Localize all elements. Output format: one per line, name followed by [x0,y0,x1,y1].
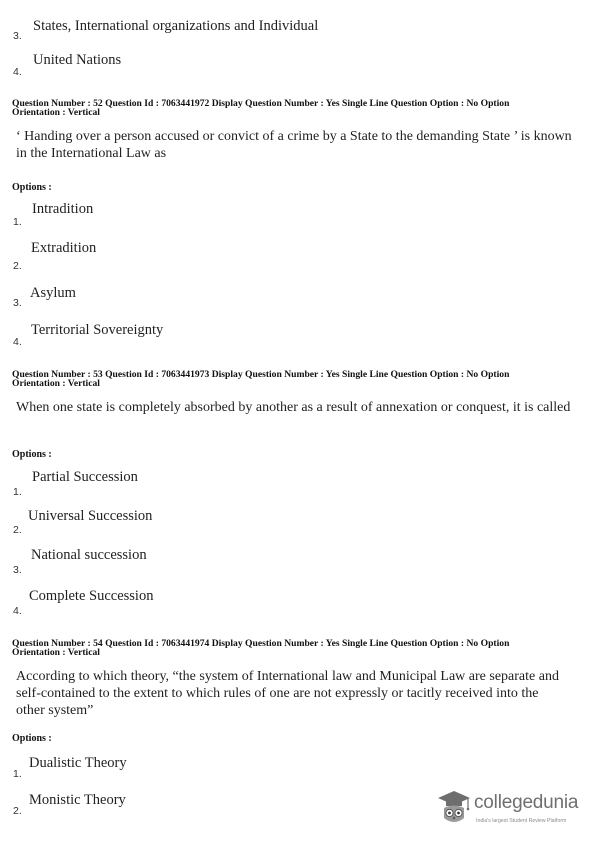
option-number: 2. [13,260,22,272]
question-meta-orientation: Orientation : Vertical [12,647,100,658]
option-number: 1. [13,768,22,780]
option-text: Extradition [31,240,97,256]
option-text: Partial Succession [32,469,138,485]
option-text: Dualistic Theory [29,755,127,771]
option-text: States, International organizations and Individual [33,18,319,34]
option-number: 2. [13,805,22,817]
option-number: 3. [13,30,22,42]
logo-brand-text: collegedunia [474,792,579,813]
question-text: According to which theory, “the system of International law and Municipal Law are separate and self-contained to the extent to which rules of one are not expressly or tacitly received into the other system” [16,669,559,718]
collegedunia-logo [436,788,586,830]
option-text: Asylum [30,285,76,301]
option-number: 1. [13,216,22,228]
option-text: Complete Succession [29,588,154,604]
options-label: Options : [12,733,52,744]
option-number: 3. [13,297,22,309]
option-text: Monistic Theory [29,792,126,808]
question-text: ‘ Handing over a person accused or convict of a crime by a State to the demanding State ’ is known in the International Law as [16,129,572,161]
question-meta: Question Number : 53 Question Id : 7063441973 Display Question Number : Yes Single Line Question Option : No Option [12,369,510,380]
option-number: 4. [13,66,22,78]
question-meta: Question Number : 52 Question Id : 7063441972 Display Question Number : Yes Single Line Question Option : No Option [12,98,510,109]
options-label: Options : [12,182,52,193]
option-number: 1. [13,486,22,498]
question-meta-orientation: Orientation : Vertical [12,107,100,118]
option-text: National succession [31,547,147,563]
option-text: Universal Succession [28,508,153,524]
option-number: 3. [13,564,22,576]
option-text: United Nations [33,52,122,68]
option-text: Territorial Sovereignty [31,322,164,338]
option-number: 4. [13,605,22,617]
option-text: Intradition [32,201,94,217]
logo-tagline: India's largest Student Review Platform [476,818,567,824]
option-number: 4. [13,336,22,348]
options-label: Options : [12,449,52,460]
option-number: 2. [13,524,22,536]
question-meta: Question Number : 54 Question Id : 7063441974 Display Question Number : Yes Single Line Question Option : No Option [12,638,510,649]
question-text: When one state is completely absorbed by another as a result of annexation or conquest, it is called [16,400,571,415]
graduation-cap-owl-icon [436,788,472,828]
question-meta-orientation: Orientation : Vertical [12,378,100,389]
